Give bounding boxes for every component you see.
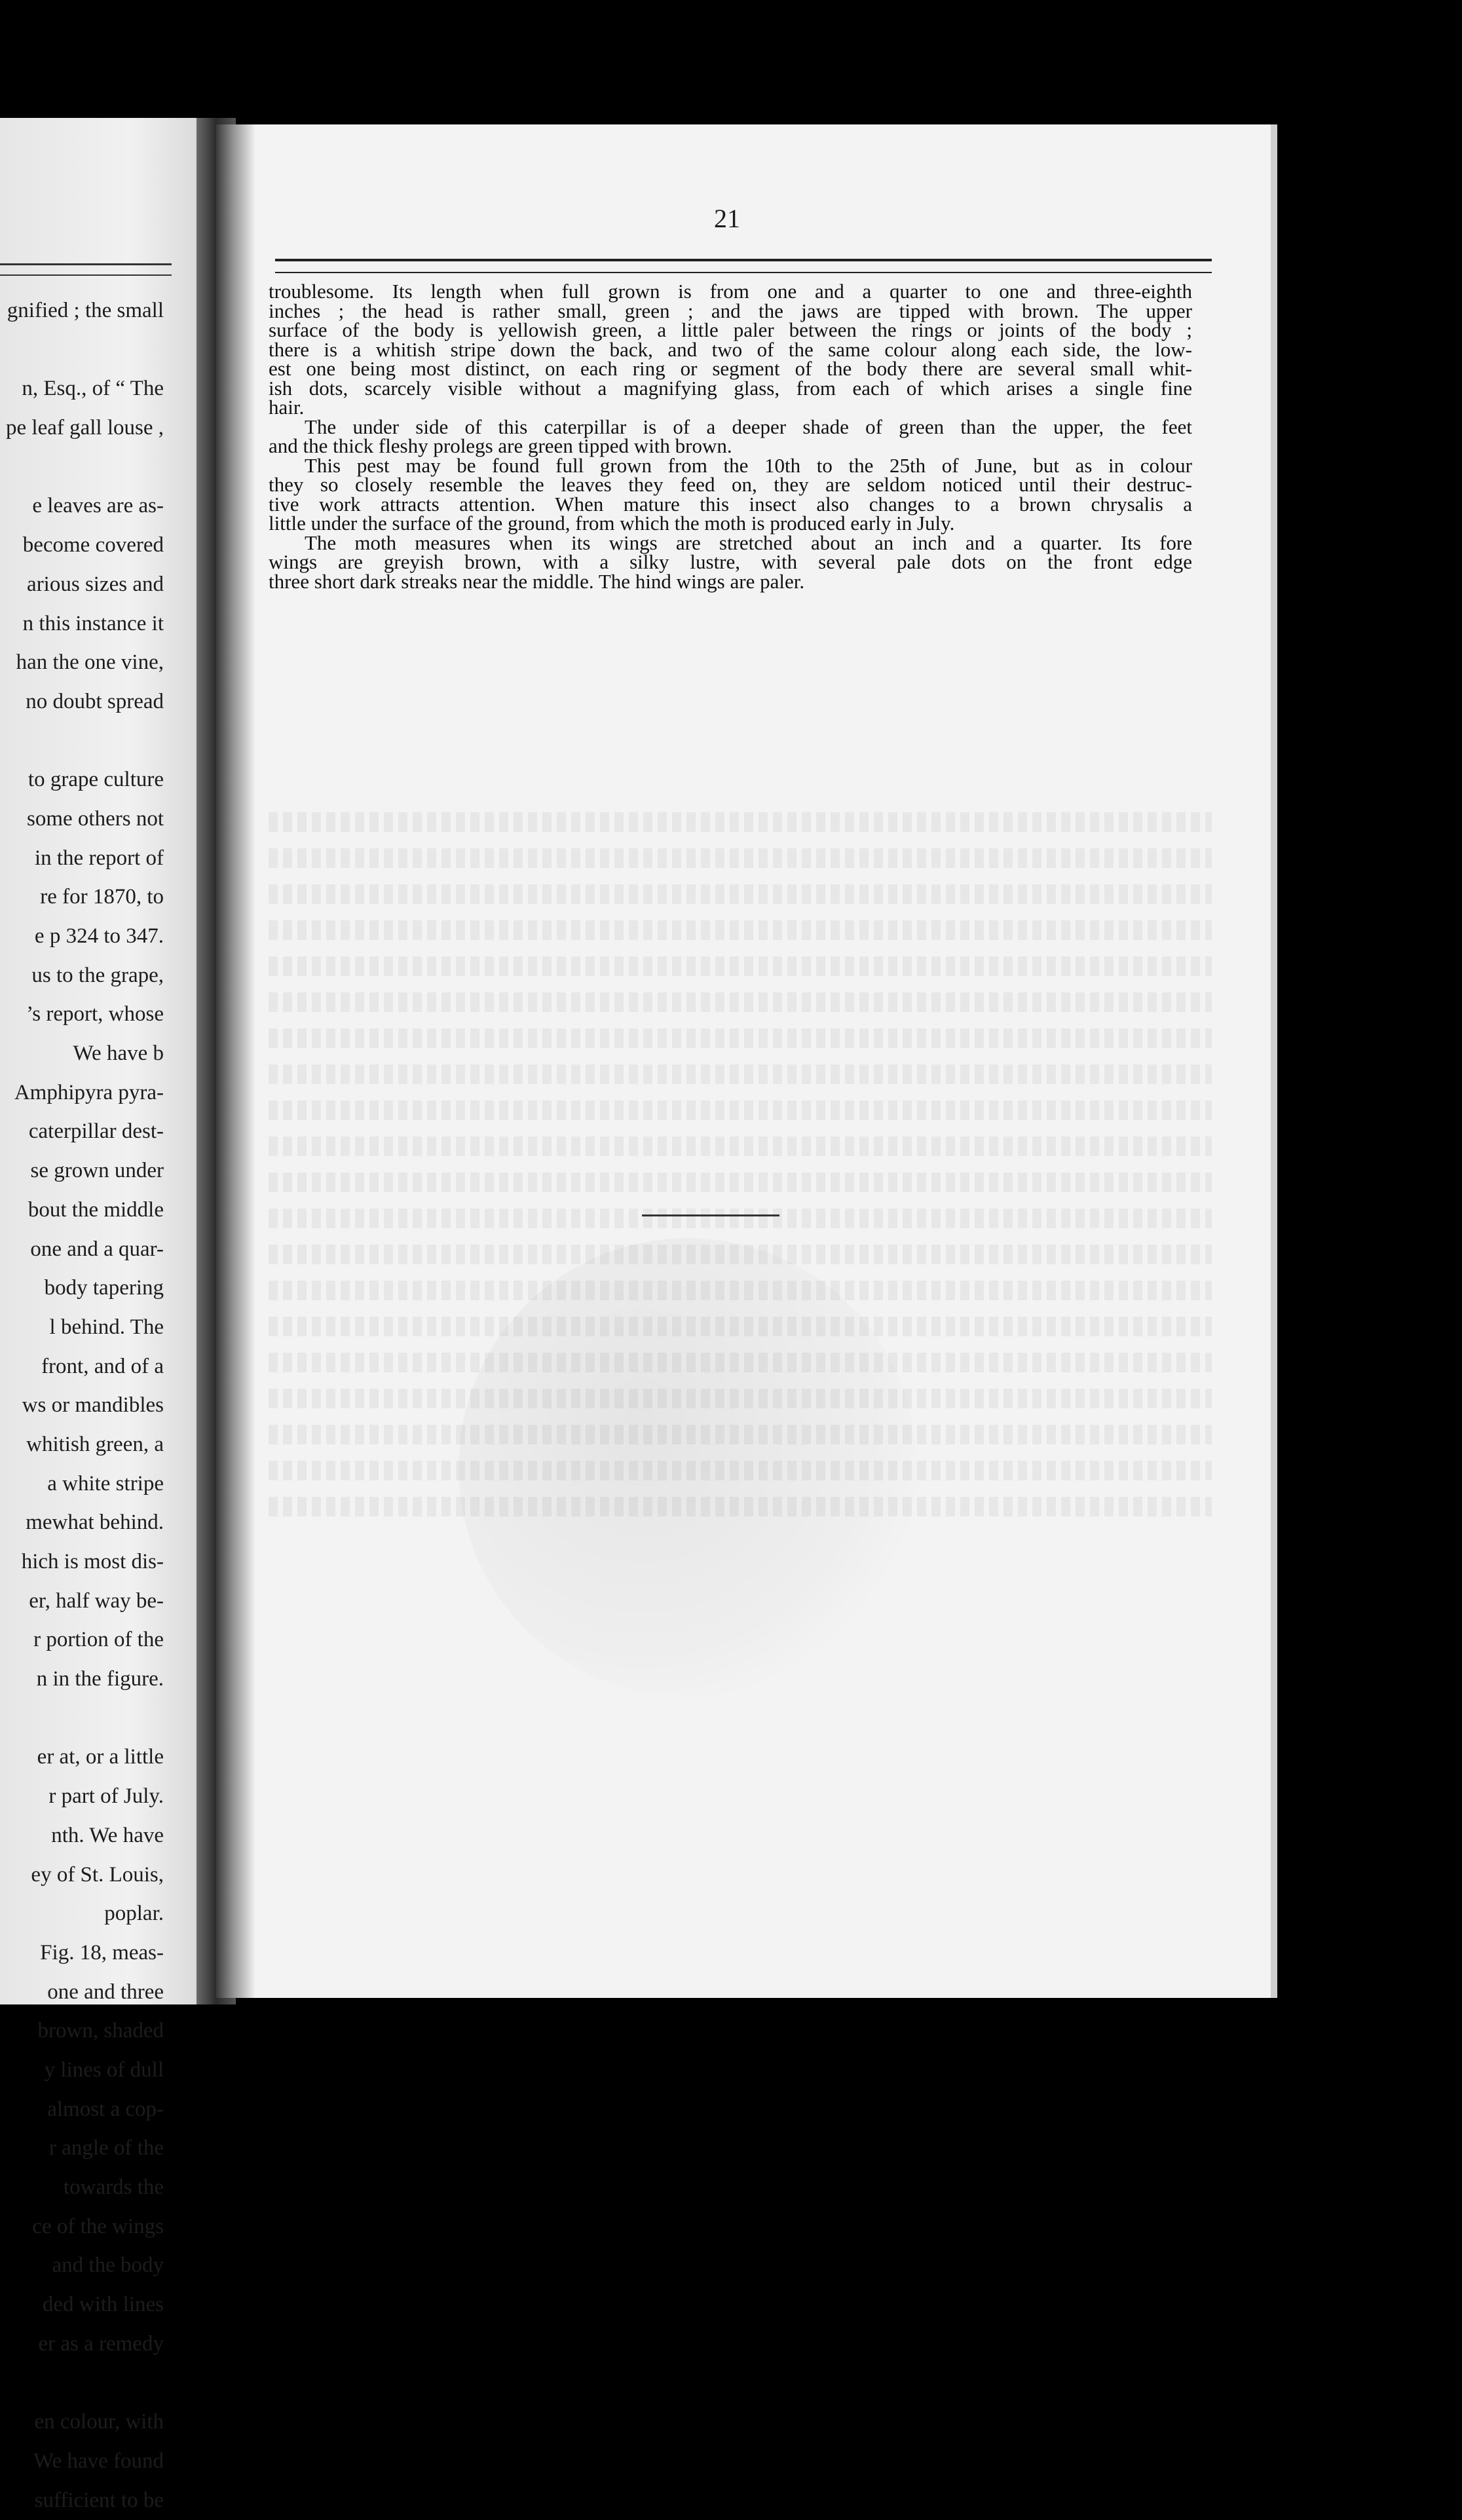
previous-page-line: some others not [0,800,164,839]
previous-page-line: r angle of the [0,2129,164,2168]
previous-page-line: ce of the wings [0,2208,164,2247]
bleed-through-line [269,884,1212,904]
previous-page-line [0,1699,164,1739]
previous-page-line: brown, shaded [0,2012,164,2051]
previous-page-line: arious sizes and [0,565,164,605]
previous-page-line: pe leaf gall louse , [0,409,164,448]
previous-page-line: one and three [0,1973,164,2012]
previous-page-line: no doubt spread [0,683,164,722]
paragraph [269,533,1192,592]
previous-page-line: whitish green, a [0,1425,164,1465]
previous-page-line: Fig. 18, meas- [0,1934,164,1973]
bleed-through-area [269,812,1212,1926]
bleed-through-line [269,812,1212,832]
bleed-through-line [269,1100,1212,1120]
previous-page-line: Amphipyra pyra- [0,1074,164,1113]
previous-page-line: re for 1870, to [0,878,164,917]
previous-page-line: body tapering [0,1269,164,1308]
current-page [216,124,1271,1998]
bleed-through-line [269,920,1212,940]
text-line: wings are greyish brown, with a silky lustre, with several pale dots on the front edge [269,552,1192,572]
previous-page-line: caterpillar dest- [0,1112,164,1152]
previous-page [0,118,216,2004]
previous-page-line: en colour, with [0,2403,164,2442]
previous-page-line: bout the middle [0,1191,164,1230]
previous-page-line: towards the [0,2168,164,2208]
text-line: there is a whitish stripe down the back, and two of the same colour along each side, the low- [269,340,1192,360]
previous-page-line: sufficient to be [0,2481,164,2520]
previous-page-line: e p 324 to 347. [0,917,164,956]
previous-page-line: ded with lines [0,2285,164,2325]
bleed-through-line [269,1209,1212,1228]
text-line: ish dots, scarcely visible without a magnifying glass, from each of which arises a single fine [269,379,1192,398]
previous-page-line: us to the grape, [0,956,164,996]
previous-page-line: poplar. [0,1894,164,1934]
paragraph [269,456,1192,533]
article-body [269,282,1192,591]
bleed-through-line [269,1064,1212,1084]
previous-page-line [0,448,164,487]
previous-page-line: in the report of [0,839,164,878]
previous-page-line: ws or mandibles [0,1386,164,1425]
bleed-through-line [269,1137,1212,1156]
text-line: little under the surface of the ground, from which the moth is produced early in July. [269,514,1192,533]
gutter-shadow [216,124,255,1998]
previous-page-header-rule [0,263,172,276]
previous-page-line [0,331,164,370]
bleed-through-line [269,956,1212,976]
previous-page-line: become covered [0,526,164,565]
previous-page-line: se grown under [0,1152,164,1191]
previous-page-line: er at, or a little [0,1738,164,1777]
section-divider [642,1214,779,1216]
bleed-through-line [269,1028,1212,1048]
text-line: This pest may be found full grown from the 10th to the 25th of June, but as in colour [269,456,1192,476]
previous-page-text [0,291,164,2520]
previous-page-line: han the one vine, [0,643,164,683]
previous-page-line: and the body [0,2246,164,2285]
bleed-through-figure [459,1238,917,1697]
text-line: three short dark streaks near the middle. The hind wings are paler. [269,572,1192,592]
paragraph [269,282,1192,417]
previous-page-line: We have b [0,1034,164,1074]
text-line: inches ; the head is rather small, green ; and the jaws are tipped with brown. The upper [269,301,1192,321]
previous-page-line: hich is most dis- [0,1543,164,1582]
previous-page-line: n this instance it [0,605,164,644]
previous-page-line: ’s report, whose [0,995,164,1034]
text-line: and the thick fleshy prolegs are green tipped with brown. [269,436,1192,456]
previous-page-line: n in the figure. [0,1660,164,1699]
previous-page-line [0,2363,164,2403]
text-line: troublesome. Its length when full grown is from one and a quarter to one and three-eighth [269,282,1192,301]
bleed-through-line [269,848,1212,868]
page-number: 21 [694,203,760,234]
bleed-through-line [269,1173,1212,1192]
previous-page-line: to grape culture [0,761,164,800]
text-line: hair. [269,398,1192,417]
previous-page-line: r portion of the [0,1621,164,1660]
previous-page-line: ey of St. Louis, [0,1856,164,1895]
text-line: est one being most distinct, on each ring or segment of the body there are several small whit- [269,359,1192,379]
paragraph [269,417,1192,456]
previous-page-line: l behind. The [0,1308,164,1347]
header-rule [275,259,1212,273]
bleed-through-line [269,992,1212,1012]
previous-page-line: mewhat behind. [0,1503,164,1543]
page-edge [1271,124,1277,1998]
previous-page-line: one and a quar- [0,1230,164,1269]
previous-page-line: nth. We have [0,1816,164,1856]
previous-page-line: e leaves are as- [0,487,164,526]
previous-page-line: er as a remedy [0,2325,164,2364]
previous-page-line: gnified ; the small [0,291,164,331]
previous-page-line: front, and of a [0,1347,164,1387]
text-line: The moth measures when its wings are stretched about an inch and a quarter. Its fore [269,533,1192,553]
previous-page-line: We have found [0,2442,164,2481]
previous-page-line: y lines of dull [0,2051,164,2090]
text-line: The under side of this caterpillar is of a deeper shade of green than the upper, the feet [269,417,1192,437]
previous-page-line: r part of July. [0,1777,164,1816]
text-line: tive work attracts attention. When mature this insect also changes to a brown chrysalis a [269,495,1192,514]
previous-page-line: almost a cop- [0,2090,164,2130]
previous-page-line [0,722,164,761]
previous-page-line: er, half way be- [0,1582,164,1621]
text-line: they so closely resemble the leaves they feed on, they are seldom noticed until their destruc- [269,475,1192,495]
text-line: surface of the body is yellowish green, a little paler between the rings or joints of the body ; [269,320,1192,340]
previous-page-line: n, Esq., of “ The [0,369,164,409]
previous-page-line: a white stripe [0,1465,164,1504]
